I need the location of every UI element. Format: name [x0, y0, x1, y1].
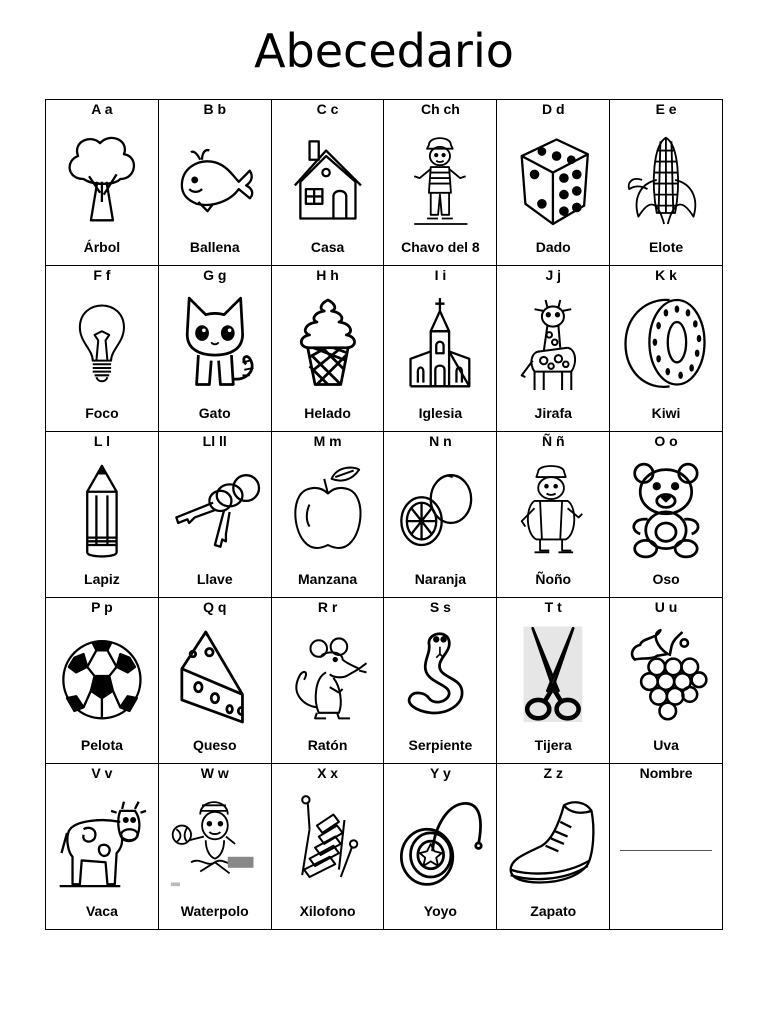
- pencil-icon: [56, 452, 148, 570]
- card-word: Gato: [198, 405, 231, 421]
- waterpolo-icon: [169, 784, 261, 902]
- card-letter: O o: [654, 433, 678, 449]
- corn-icon: [620, 120, 712, 238]
- card-letter: T t: [544, 599, 562, 615]
- card-word: Lapiz: [84, 571, 120, 587]
- card-letter: A a: [91, 101, 113, 117]
- name-write-line[interactable]: [620, 850, 712, 851]
- card-letter: E e: [655, 101, 677, 117]
- house-icon: [282, 120, 374, 238]
- letter-card: [610, 598, 723, 764]
- grapes-icon: [620, 618, 712, 736]
- card-word: Queso: [192, 737, 237, 753]
- letter-card: [497, 432, 610, 598]
- letter-card: [46, 432, 159, 598]
- card-letter: Q q: [203, 599, 227, 615]
- letter-card: [497, 100, 610, 266]
- card-word: Iglesia: [418, 405, 463, 421]
- card-word: Tijera: [534, 737, 572, 753]
- letter-card: [610, 266, 723, 432]
- card-letter: X x: [317, 765, 339, 781]
- card-word: Vaca: [85, 903, 118, 919]
- letter-card: [497, 266, 610, 432]
- orange-icon: [394, 452, 486, 570]
- card-word: Xilofono: [299, 903, 356, 919]
- card-letter: Ch ch: [420, 101, 460, 117]
- letter-card: [46, 764, 159, 930]
- letter-card: [46, 598, 159, 764]
- letter-card: [384, 432, 497, 598]
- card-word: Casa: [310, 239, 345, 255]
- letter-card: [271, 266, 384, 432]
- whale-icon: [169, 120, 261, 238]
- card-letter: D d: [541, 101, 565, 117]
- card-letter: M m: [313, 433, 342, 449]
- cow-icon: [56, 784, 148, 902]
- letter-card: [271, 764, 384, 930]
- letter-card: [497, 764, 610, 930]
- letter-card: [271, 100, 384, 266]
- lightbulb-icon: [56, 286, 148, 404]
- card-word: Helado: [304, 405, 351, 421]
- letter-card: [158, 764, 271, 930]
- card-word: Ñoño: [535, 571, 572, 587]
- letter-card: [46, 100, 159, 266]
- letter-card: [497, 598, 610, 764]
- letter-card: [271, 598, 384, 764]
- card-letter: F f: [93, 267, 111, 283]
- card-letter: W w: [200, 765, 229, 781]
- keys-icon: [169, 452, 261, 570]
- letter-card: [384, 266, 497, 432]
- card-word: Kiwi: [651, 405, 681, 421]
- card-letter: U u: [654, 599, 678, 615]
- card-letter: Ll ll: [202, 433, 227, 449]
- letter-card: [158, 266, 271, 432]
- card-letter: I i: [434, 267, 447, 283]
- name-label: Nombre: [639, 765, 693, 781]
- card-word: Llave: [196, 571, 233, 587]
- letter-card: [158, 100, 271, 266]
- card-word: Ballena: [189, 239, 240, 255]
- kiwi-icon: [620, 286, 712, 404]
- card-letter: R r: [317, 599, 338, 615]
- teddy-bear-icon: [620, 452, 712, 570]
- card-letter: Y y: [430, 765, 451, 781]
- letter-card: [610, 432, 723, 598]
- soccer-ball-icon: [56, 618, 148, 736]
- card-letter: N n: [429, 433, 452, 449]
- card-letter: Ñ ñ: [541, 433, 565, 449]
- card-letter: L l: [93, 433, 110, 449]
- card-word: Naranja: [414, 571, 467, 587]
- mouse-icon: [282, 618, 374, 736]
- letter-card: [158, 432, 271, 598]
- dice-icon: [507, 120, 599, 238]
- yoyo-icon: [394, 784, 486, 902]
- letter-card: [46, 266, 159, 432]
- nono-icon: [507, 452, 599, 570]
- card-word: Yoyo: [423, 903, 457, 919]
- cat-icon: [169, 286, 261, 404]
- snake-icon: [394, 618, 486, 736]
- card-word: Oso: [652, 571, 680, 587]
- xylophone-icon: [282, 784, 374, 902]
- card-letter: J j: [545, 267, 562, 283]
- card-letter: B b: [203, 101, 227, 117]
- card-letter: V v: [91, 765, 113, 781]
- scissors-icon: [507, 618, 599, 736]
- apple-icon: [282, 452, 374, 570]
- card-letter: G g: [203, 267, 227, 283]
- shoe-icon: [507, 784, 599, 902]
- card-word: Zapato: [530, 903, 577, 919]
- chavo-icon: [394, 120, 486, 238]
- card-letter: Z z: [543, 765, 563, 781]
- card-letter: H h: [316, 267, 339, 283]
- name-card: [610, 764, 723, 930]
- card-word: Jirafa: [534, 405, 572, 421]
- card-word: Chavo del 8: [401, 239, 480, 255]
- letter-card: [158, 598, 271, 764]
- card-word: Foco: [85, 405, 119, 421]
- card-letter: C c: [316, 101, 339, 117]
- letter-card: [384, 598, 497, 764]
- tree-icon: [56, 120, 148, 238]
- card-word: Uva: [653, 737, 679, 753]
- letter-card: [384, 764, 497, 930]
- card-word: Pelota: [80, 737, 123, 753]
- card-word: Manzana: [298, 571, 358, 587]
- card-word: Ratón: [307, 737, 348, 753]
- card-word: Serpiente: [408, 737, 473, 753]
- card-letter: S s: [429, 599, 451, 615]
- card-word: Waterpolo: [180, 903, 249, 919]
- letter-card: [384, 100, 497, 266]
- page-title: Abecedario: [254, 24, 514, 78]
- card-letter: P p: [91, 599, 113, 615]
- alphabet-grid: [45, 99, 723, 930]
- giraffe-icon: [507, 286, 599, 404]
- letter-card: [271, 432, 384, 598]
- letter-card: [610, 100, 723, 266]
- card-word: Elote: [648, 239, 684, 255]
- card-word: Árbol: [83, 239, 121, 255]
- cheese-icon: [169, 618, 261, 736]
- card-word: Dado: [535, 239, 571, 255]
- card-letter: K k: [655, 267, 677, 283]
- ice-cream-icon: [282, 286, 374, 404]
- church-icon: [394, 286, 486, 404]
